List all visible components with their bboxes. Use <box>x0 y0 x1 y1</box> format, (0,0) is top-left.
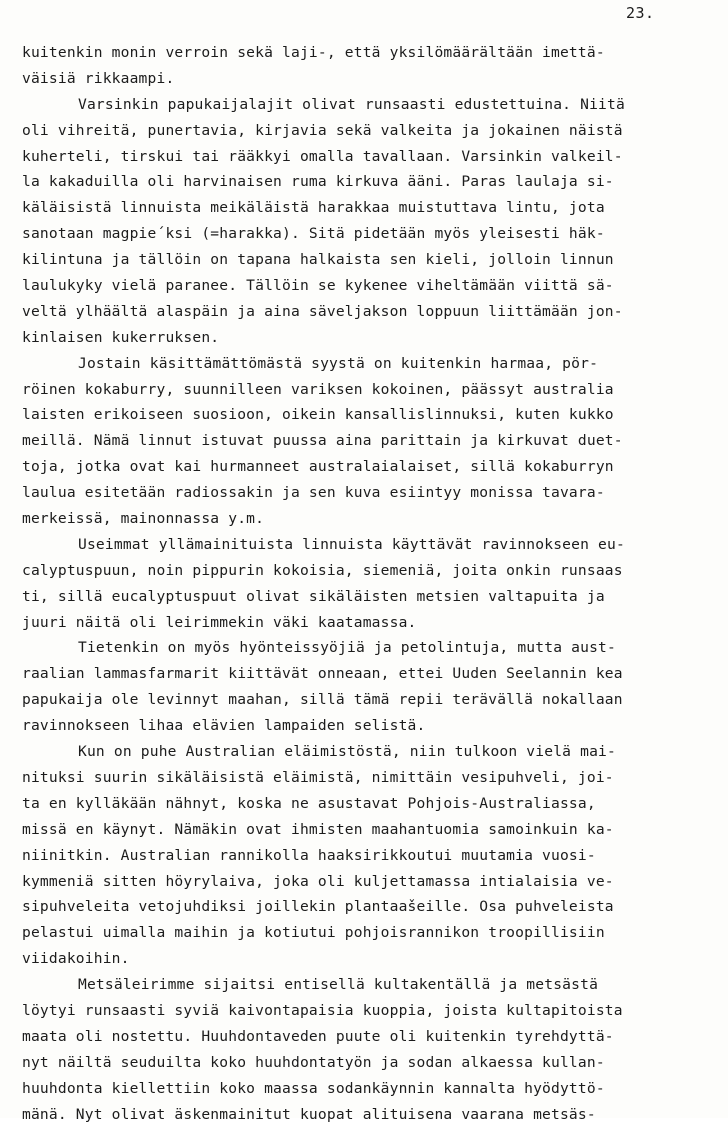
text-line: viidakoihin. <box>22 950 130 968</box>
text-line: kilintuna ja tällöin on tapana halkaista sen kieli, jolloin linnun <box>22 251 614 269</box>
paragraph-start-line: Jostain käsittämättömästä syystä on kuitenkin harmaa, pör- <box>78 354 599 372</box>
text-line: nyt näiltä seuduilta koko huuhdontatyön ja sodan alkaessa kullan- <box>22 1053 605 1071</box>
text-line: löytyi runsaasti syviä kaivontapaisia kuoppia, joista kultapitoista <box>22 1001 623 1019</box>
text-line: laisten erikoiseen suosioon, oikein kansallislinnuksi, kuten kukko <box>22 406 614 424</box>
text-line: raalian lammasfarmarit kiittävät onneaan, ettei Uuden Seelannin kea <box>22 665 623 683</box>
paragraph-start-line: Tietenkin on myös hyönteissyöjiä ja petolintuja, mutta aust- <box>78 639 616 657</box>
paragraph-start-line: Kun on puhe Australian eläimistöstä, niin tulkoon vielä mai- <box>78 743 616 761</box>
text-line: la kakaduilla oli harvinaisen ruma kirkuva ääni. Paras laulaja si- <box>22 173 614 191</box>
text-line: sanotaan magpie´ksi (=harakka). Sitä pidetään myös yleisesti häk- <box>22 225 605 243</box>
text-line: sipuhveleita vetojuhdiksi joillekin plantaašeille. Osa puhveleista <box>22 898 614 916</box>
text-line: laulua esitetään radiossakin ja sen kuva esiintyy monissa tavara- <box>22 484 605 502</box>
text-line: käläisistä linnuista meikäläistä harakkaa muistuttava lintu, jota <box>22 199 605 217</box>
text-line: papukaija ole levinnyt maahan, sillä tämä repii terävällä nokallaan <box>22 691 623 709</box>
text-line: laulukyky vielä paranee. Tällöin se kykenee viheltämään viittä sä- <box>22 277 614 295</box>
text-line: juuri näitä oli leirimmekin väki kaatamassa. <box>22 613 417 631</box>
text-line: mänä. Nyt olivat äskenmainitut kuopat alituisena vaarana metsäs- <box>22 1105 596 1123</box>
text-line: väisiä rikkaampi. <box>22 69 175 87</box>
body-text <box>22 40 722 1127</box>
text-line: kinlaisen kukerruksen. <box>22 328 220 346</box>
text-line: röinen kokaburry, suunnilleen variksen kokoinen, päässyt australia <box>22 380 614 398</box>
text-line: maata oli nostettu. Huuhdontaveden puute oli kuitenkin tyrehdyttä- <box>22 1027 614 1045</box>
text-line: oli vihreitä, punertavia, kirjavia sekä valkeita ja jokainen näistä <box>22 121 623 139</box>
text-line: missä en käynyt. Nämäkin ovat ihmisten maahantuomia samoinkuin ka- <box>22 820 614 838</box>
text-line: huuhdonta kiellettiin koko maassa sodankäynnin kannalta hyödyttö- <box>22 1079 605 1097</box>
text-line: niinitkin. Australian rannikolla haaksirikkoutui muutamia vuosi- <box>22 846 596 864</box>
text-line: calyptuspuun, noin pippurin kokoisia, siemeniä, joita onkin runsaas <box>22 561 623 579</box>
text-line: nituksi suurin sikäläisistä eläimistä, nimittäin vesipuhveli, joi- <box>22 768 614 786</box>
text-line: ti, sillä eucalyptuspuut olivat sikäläisten metsien valtapuita ja <box>22 587 605 605</box>
text-line: kuitenkin monin verroin sekä laji-, että yksilömäärältään imettä- <box>22 44 605 61</box>
paragraph-start-line: Metsäleirimme sijaitsi entisellä kultakentällä ja metsästä <box>78 976 599 994</box>
text-line: ravinnokseen lihaa elävien lampaiden selistä. <box>22 717 426 735</box>
page-number: 23. <box>626 4 655 22</box>
text-line: pelastui uimalla maihin ja kotiutui pohjoisrannikon troopillisiin <box>22 924 605 942</box>
text-line: ta en kylläkään nähnyt, koska ne asustavat Pohjois-Australiassa, <box>22 794 596 812</box>
text-line: kymmeniä sitten höyrylaiva, joka oli kuljettamassa intialaisia ve- <box>22 872 614 890</box>
text-line: kuherteli, tirskui tai rääkkyi omalla tavallaan. Varsinkin valkeil- <box>22 147 623 165</box>
text-line: meillä. Nämä linnut istuvat puussa aina parittain ja kirkuvat duet- <box>22 432 623 450</box>
text-line: veltä ylhäältä alaspäin ja aina säveljakson loppuun liittämään jon- <box>22 302 623 320</box>
paragraph-start-line: Useimmat yllämainituista linnuista käyttävät ravinnokseen eu- <box>78 535 625 553</box>
paragraph-start-line: Varsinkin papukaijalajit olivat runsaasti edustettuina. Niitä <box>78 95 625 113</box>
text-line: toja, jotka ovat kai hurmanneet australaialaiset, sillä kokaburryn <box>22 458 614 476</box>
text-line: merkeissä, mainonnassa y.m. <box>22 510 265 528</box>
